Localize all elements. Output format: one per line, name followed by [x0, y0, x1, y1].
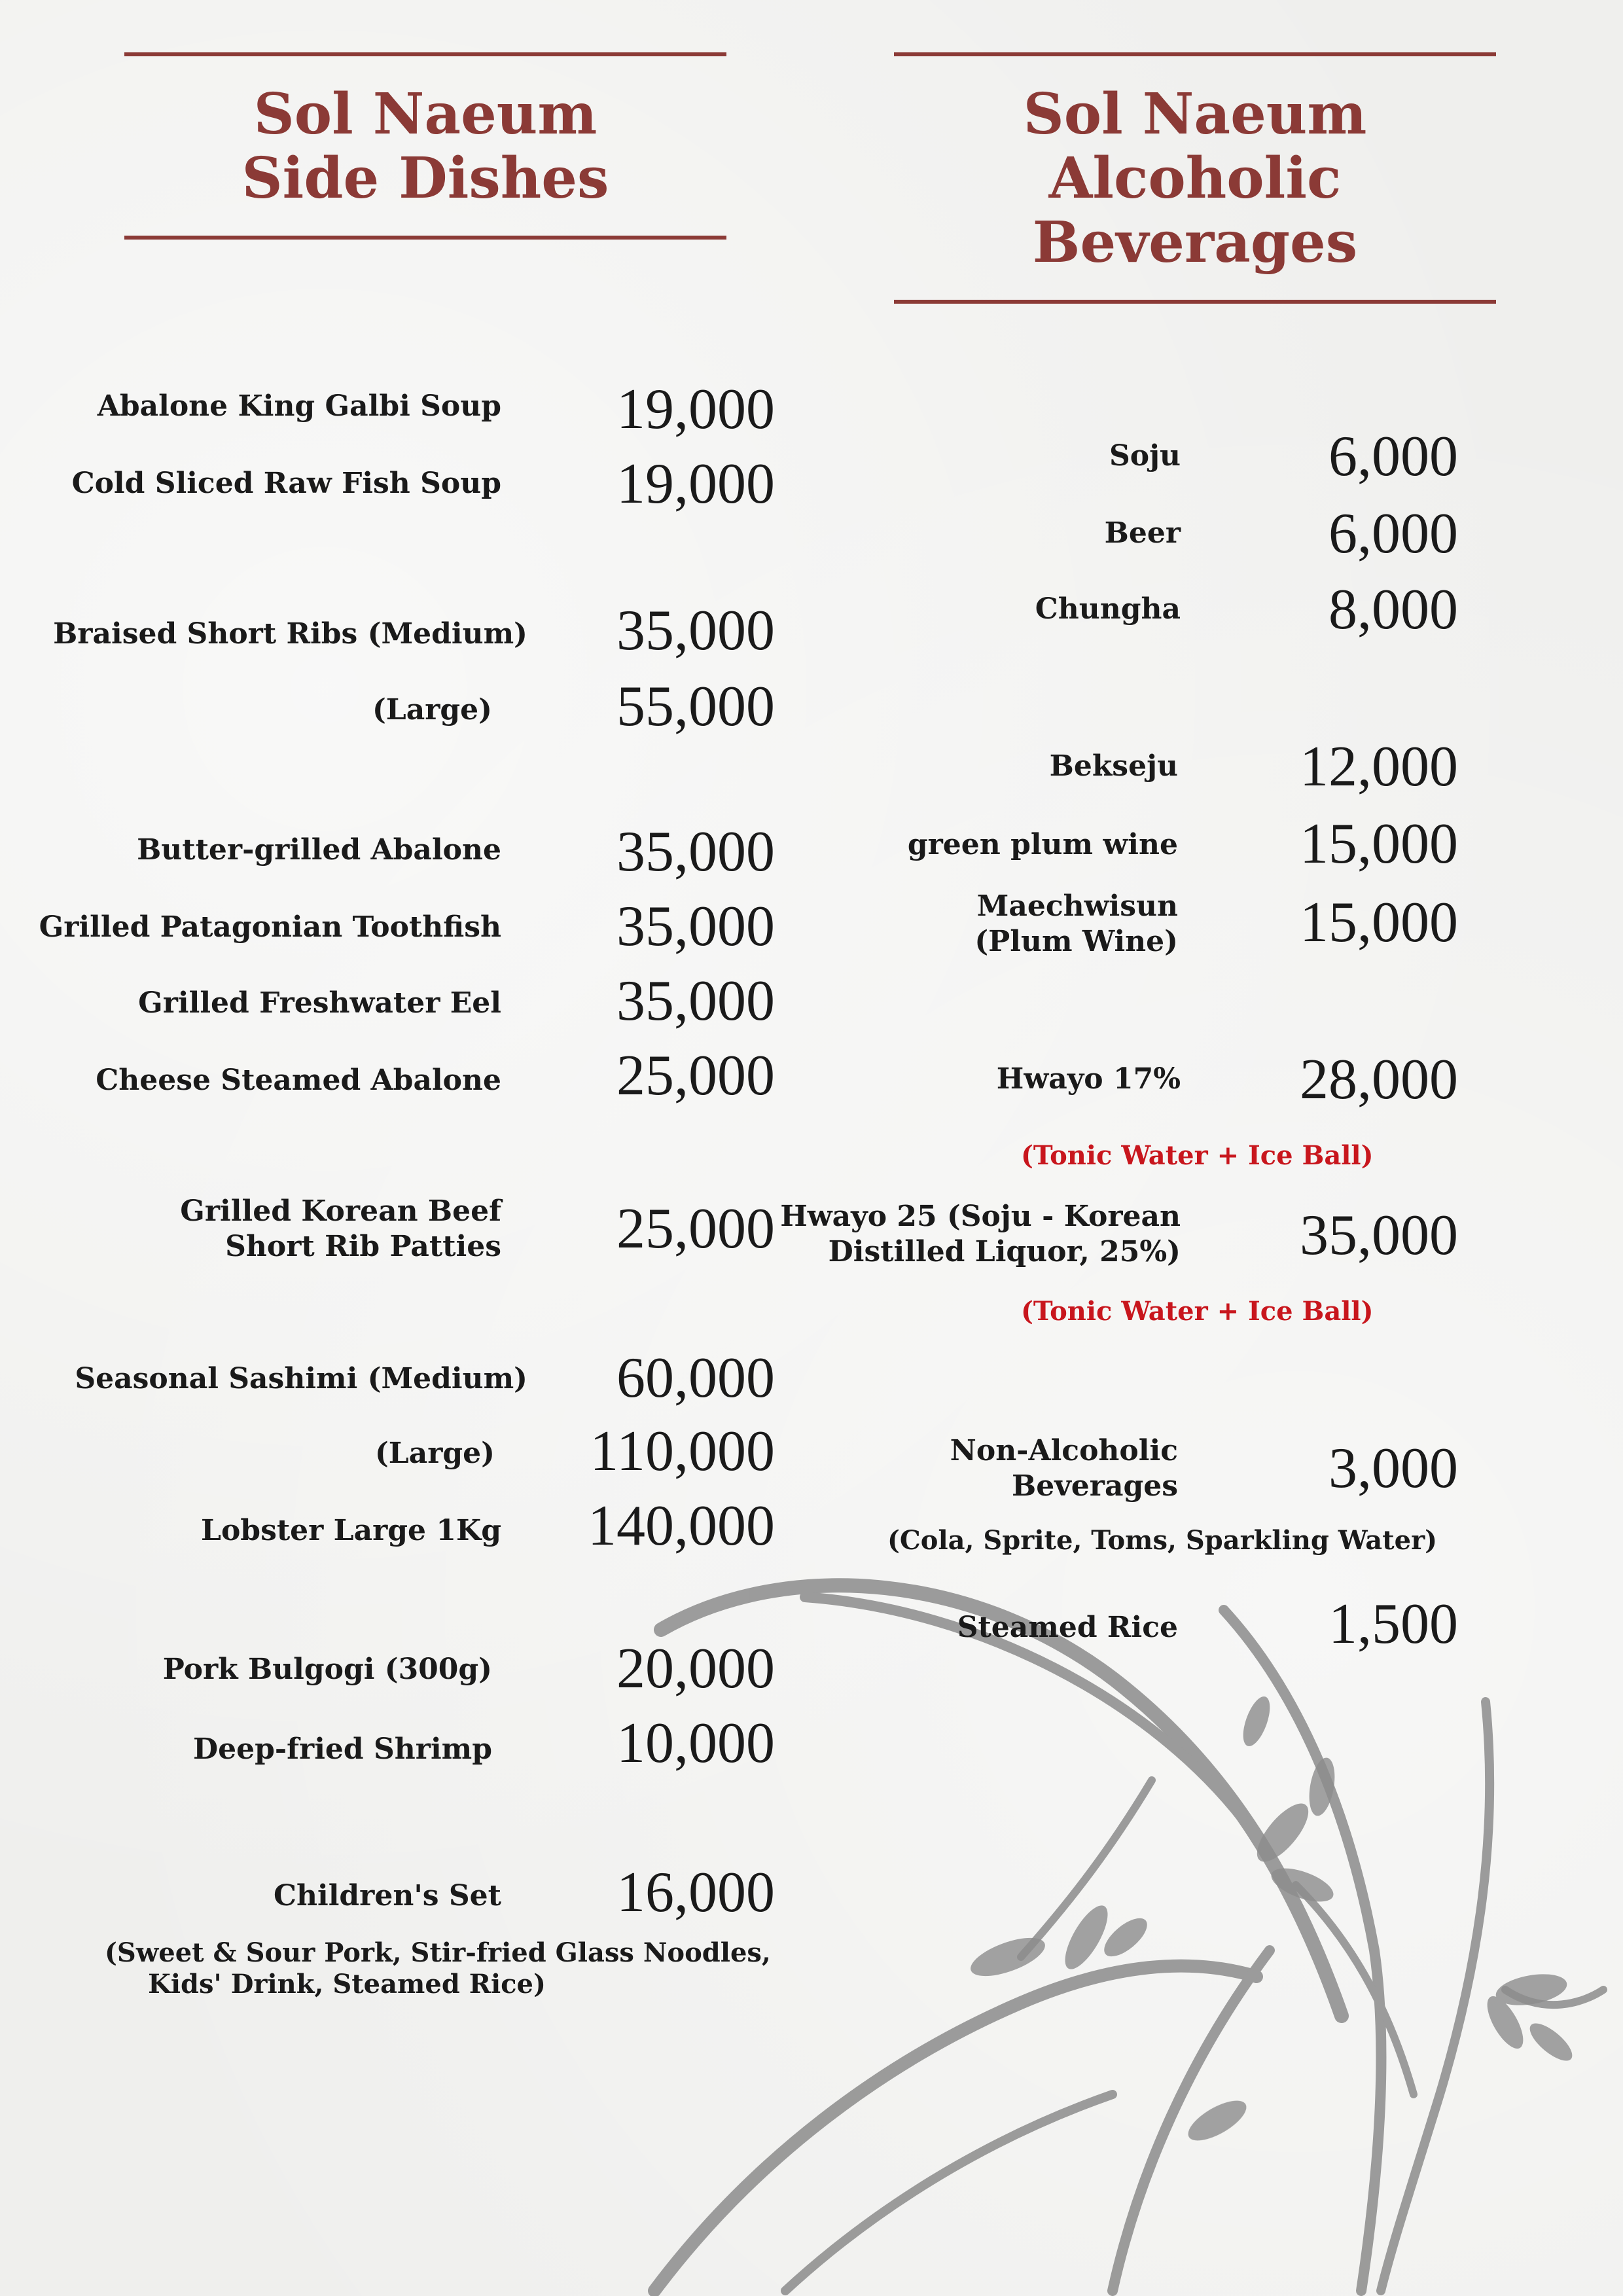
beverage-price: 35,000 — [1300, 1204, 1458, 1267]
menu-item-price: 10,000 — [616, 1712, 775, 1775]
menu-item-price: 110,000 — [590, 1420, 775, 1483]
menu-item-name: Children's Set — [273, 1879, 501, 1912]
menu-item-price: 140,000 — [588, 1494, 775, 1558]
tonic-note: (Tonic Water + Ice Ball) — [1021, 1296, 1374, 1327]
menu-item-price: 35,000 — [616, 599, 775, 662]
menu-item-name: (Large) — [374, 1437, 495, 1470]
menu-item-price: 35,000 — [616, 895, 775, 958]
side-dishes-title-line2: Side Dishes — [241, 145, 609, 211]
menu-item-name: Pork Bulgogi (300g) — [162, 1653, 492, 1686]
menu-item-name — [180, 1194, 501, 1265]
menu-item-name: Grilled Freshwater Eel — [138, 986, 501, 1020]
childrens-set-note — [105, 1937, 771, 2000]
beverage-price: 15,000 — [1300, 812, 1458, 876]
menu-item-price: 60,000 — [616, 1346, 775, 1410]
beverage-name-line2: Beverages — [1012, 1469, 1178, 1503]
beverage-name-line1: Non-Alcoholic — [950, 1434, 1178, 1467]
menu-item-price: 25,000 — [616, 1044, 775, 1107]
non-alcoholic-note: (Cola, Sprite, Toms, Sparkling Water) — [887, 1525, 1438, 1556]
beverage-name: Chungha — [1035, 592, 1181, 626]
menu-item-price: 35,000 — [616, 820, 775, 884]
menu-item-name: Lobster Large 1Kg — [201, 1514, 501, 1547]
side-dishes-header — [124, 52, 726, 240]
beverage-price: 15,000 — [1300, 891, 1458, 954]
beverages-title-line1: Sol Naeum Alcoholic — [1023, 81, 1367, 211]
beverage-name — [950, 1433, 1178, 1504]
menu-item-price: 16,000 — [616, 1861, 775, 1924]
side-dishes-title — [124, 56, 726, 236]
menu-item-name: (Large) — [372, 693, 492, 726]
menu-item-name: Braised Short Ribs (Medium) — [53, 617, 527, 651]
childrens-set-note-line1: (Sweet & Sour Pork, Stir-fried Glass Noodles, — [105, 1937, 771, 1968]
beverage-price: 6,000 — [1329, 502, 1458, 565]
beverages-title-line2: Beverages — [1032, 209, 1358, 276]
beverages-header — [894, 52, 1496, 304]
header-bottom-rule — [894, 300, 1496, 304]
beverage-name: Steamed Rice — [957, 1611, 1178, 1644]
menu-item-name: Grilled Patagonian Toothfish — [39, 910, 501, 944]
menu-item-price: 25,000 — [616, 1197, 775, 1261]
menu-item-name: Cold Sliced Raw Fish Soup — [71, 467, 501, 500]
side-dishes-title-line1: Sol Naeum — [253, 81, 597, 147]
beverage-name: green plum wine — [907, 828, 1178, 861]
beverage-name: Beer — [1104, 516, 1181, 550]
beverage-name-line1: Maechwisun — [976, 889, 1178, 923]
menu-item-name-line2: Short Rib Patties — [225, 1230, 501, 1263]
beverage-name-line2: (Plum Wine) — [974, 925, 1178, 958]
beverages-title — [894, 56, 1496, 300]
beverage-name: Soju — [1109, 439, 1181, 473]
beverage-price: 28,000 — [1300, 1048, 1458, 1111]
menu-item-price: 19,000 — [616, 452, 775, 516]
beverage-price: 8,000 — [1329, 578, 1458, 641]
menu-item-price: 55,000 — [616, 675, 775, 738]
beverage-name-line2: Distilled Liquor, 25%) — [828, 1235, 1181, 1268]
menu-item-name: Deep-fried Shrimp — [192, 1732, 492, 1766]
tonic-note: (Tonic Water + Ice Ball) — [1021, 1140, 1374, 1171]
beverage-price: 3,000 — [1329, 1437, 1458, 1500]
menu-item-name: Seasonal Sashimi (Medium) — [75, 1362, 527, 1395]
menu-item-name: Abalone King Galbi Soup — [97, 389, 501, 423]
menu-item-name-line1: Grilled Korean Beef — [180, 1194, 501, 1228]
beverage-name: Bekseju — [1049, 749, 1178, 783]
beverage-name — [780, 1199, 1181, 1270]
beverage-price: 1,500 — [1329, 1592, 1458, 1656]
menu-item-name: Butter-grilled Abalone — [137, 833, 501, 867]
menu-item-price: 20,000 — [616, 1637, 775, 1700]
beverage-name-line1: Hwayo 25 (Soju - Korean — [780, 1200, 1181, 1233]
beverage-name — [974, 889, 1178, 960]
childrens-set-note-line2: Kids' Drink, Steamed Rice) — [148, 1969, 546, 2000]
beverage-name: Hwayo 17% — [996, 1062, 1181, 1096]
beverage-price: 6,000 — [1329, 425, 1458, 488]
beverage-price: 12,000 — [1300, 735, 1458, 798]
menu-item-price: 19,000 — [616, 378, 775, 441]
header-bottom-rule — [124, 236, 726, 240]
menu-item-name: Cheese Steamed Abalone — [96, 1064, 501, 1097]
menu-item-price: 35,000 — [616, 969, 775, 1033]
